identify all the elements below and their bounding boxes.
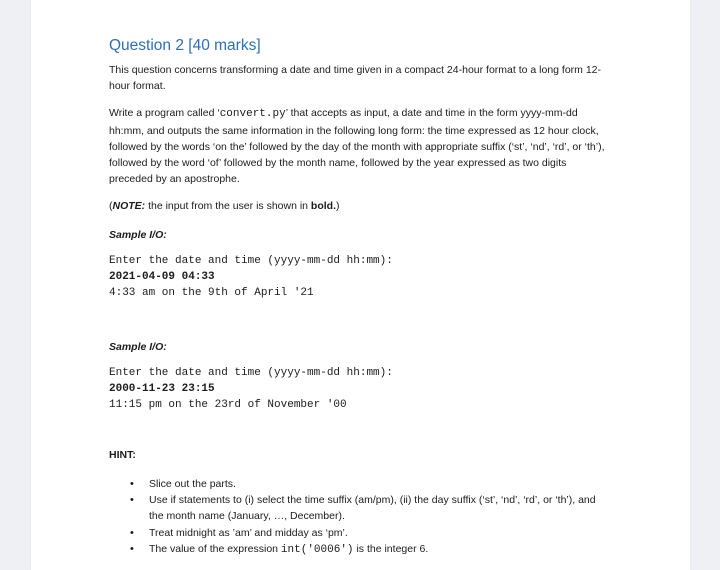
program-description	[109, 105, 609, 187]
bullet-icon: •	[130, 543, 134, 556]
hint-text-end: is the integer 6.	[353, 543, 429, 556]
sample-prompt: Enter the date and time (yyyy-mm-dd hh:mm):	[109, 366, 393, 379]
note-open-paren: (	[109, 200, 113, 213]
question-title: Question 2 [40 marks]	[109, 37, 261, 54]
sample-user-input: 2021-04-09 04:33	[109, 270, 215, 283]
note-close-paren: )	[336, 200, 340, 213]
hint-heading: HINT:	[109, 448, 136, 461]
sample-heading-1: Sample I/O:	[109, 228, 167, 241]
note-label: NOTE:	[112, 200, 146, 213]
note-text: the input from the user is shown in	[145, 200, 311, 213]
sample-output: 4:33 am on the 9th of April '21	[109, 286, 314, 299]
sample-user-input: 2000-11-23 23:15	[109, 382, 215, 395]
hint-text: Treat midnight as ’am’ and midday as ‘pm’.	[149, 526, 348, 539]
sample-io-2	[109, 365, 609, 413]
input-note	[109, 198, 609, 214]
sample-output: 11:15 pm on the 23rd of November '00	[109, 398, 347, 411]
hint-item	[130, 492, 609, 525]
question-intro: This question concerns transforming a date and time given in a compact 24-hour format to a long form 12-hour format.	[109, 64, 602, 93]
hint-text-start: The value of the expression	[149, 543, 281, 556]
sample-heading-2: Sample I/O:	[109, 340, 167, 353]
hint-list	[109, 476, 609, 559]
program-filename: convert.py	[219, 108, 286, 121]
sample-prompt: Enter the date and time (yyyy-mm-dd hh:mm):	[109, 254, 393, 267]
program-text-rest: ’ that accepts as input, a date and time in the form yyyy-mm-dd hh:mm, and outputs the same information in the following long form: the time expressed as 12 hour clock, followed by the words ‘on the’ followed by the day of the month with appropriate suffix (‘st’, ‘nd’, ‘rd’, or ‘th’), followed by the word ‘of’ followed by the month name, followed by the year expressed as two digits preceded by an apostrophe.	[109, 107, 605, 186]
bullet-icon: •	[130, 494, 134, 507]
bullet-icon: •	[130, 526, 134, 539]
hint-item	[130, 476, 609, 492]
bullet-icon: •	[130, 477, 134, 490]
hint-item	[130, 541, 609, 558]
document-page	[31, 0, 690, 570]
program-text-start: Write a program called ‘	[109, 107, 220, 120]
hint-item	[130, 525, 609, 541]
hint-text: Slice out the parts.	[149, 477, 236, 490]
hint-text: Use if statements to (i) select the time suffix (am/pm), (ii) the day suffix (‘st’, ‘nd’, ‘rd’, or ‘th’), and the month name (January, …, December).	[149, 494, 596, 523]
question-content	[109, 36, 609, 559]
sample-io-1	[109, 253, 609, 301]
hint-code: int('0006')	[280, 544, 354, 557]
note-bold-word: bold.	[310, 200, 336, 213]
